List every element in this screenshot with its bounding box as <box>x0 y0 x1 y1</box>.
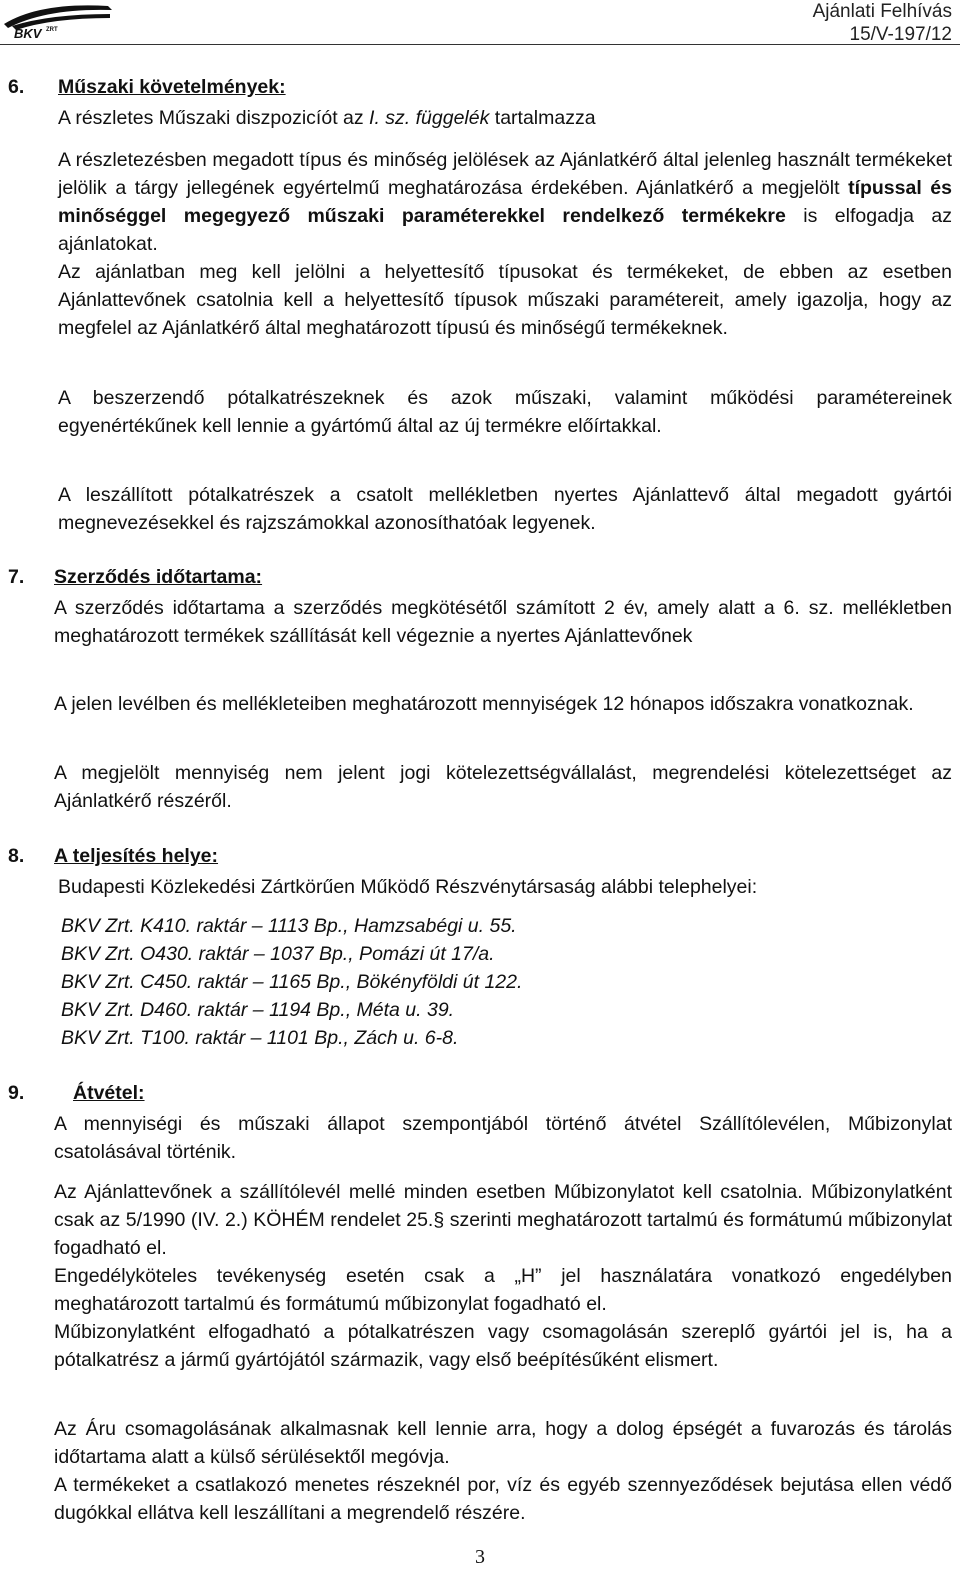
svg-text:BKV: BKV <box>14 26 42 41</box>
page-number: 3 <box>475 1546 485 1568</box>
section-title: Szerződés időtartama: <box>54 566 263 588</box>
section-number: 8. <box>8 845 25 867</box>
address-item: BKV Zrt. O430. raktár – 1037 Bp., Pomázi út 17/a. <box>61 943 495 965</box>
section-title: A teljesítés helye: <box>54 845 219 867</box>
doc-title: Ajánlati Felhívás <box>812 1 952 22</box>
address-item: BKV Zrt. D460. raktár – 1194 Bp., Méta u. 39. <box>61 999 455 1021</box>
paragraph: Az ajánlatban meg kell jelölni a helyettesítő típusokat és termékeket, de ebben az esetben Ajánlattevőnek csatolnia kell a helyettesítő típusok műszaki paramétereit, amely igazolja, hogy az megfelel az Ajánlatkérő által meghatározott típusú és minőségű termékeknek. <box>58 261 952 339</box>
section-title: Műszaki követelmények: <box>58 76 286 98</box>
svg-text:ZRT: ZRT <box>46 27 58 33</box>
doc-id: 15/V-197/12 <box>849 24 952 45</box>
header-divider <box>0 44 960 45</box>
paragraph: A szerződés időtartama a szerződés megkötésétől számított 2 év, amely alatt a 6. sz. mellékletben meghatározott termékek szállítását kell végeznie a nyertes Ajánlattevőnek <box>54 597 952 647</box>
paragraph: A megjelölt mennyiség nem jelent jogi kötelezettségvállalást, megrendelési kötelezettséget az Ajánlatkérő részéről. <box>54 762 952 812</box>
address-item: BKV Zrt. T100. raktár – 1101 Bp., Zách u. 6-8. <box>61 1027 459 1049</box>
address-item: BKV Zrt. K410. raktár – 1113 Bp., Hamzsabégi u. 55. <box>61 915 517 937</box>
paragraph: Az Áru csomagolásának alkalmasnak kell lennie arra, hogy a dolog épségét a fuvarozás és tárolás időtartama alatt a külső sérülésektől megóvja. <box>54 1418 952 1468</box>
paragraph: Az Ajánlattevőnek a szállítólevél mellé minden esetben Műbizonylatot kell csatolnia. Műbizonylatként csak az 5/1990 (IV. 2.) KÖHÉM rendelet 25.§ szerinti meghatározott tartalmú és formátumú műbizonylat fogadható el. <box>54 1181 952 1259</box>
document-header <box>813 0 952 46</box>
paragraph: A mennyiségi és műszaki állapot szempontjából történő átvétel Szállítólevélen, Műbizonylat csatolásával történik. <box>54 1113 952 1163</box>
paragraph: A leszállított pótalkatrészek a csatolt mellékletben nyertes Ajánlattevő által megadott gyártói megnevezésekkel és rajzszámokkal azonosíthatóak legyenek. <box>58 484 952 534</box>
paragraph: Műbizonylatként elfogadható a pótalkatrészen vagy csomagolásán szereplő gyártói jel is, ha a pótalkatrész a jármű gyártójától származik, vagy első beépítésűként elismert. <box>54 1321 952 1371</box>
paragraph: A részletezésben megadott típus és minőség jelölések az Ajánlatkérő által jelenleg használt termékeket jelölik a tárgy jellegének egyértelmű meghatározása érdekében. Ajánlatkérő a megjelölt típussal és minőséggel megegyező műszaki paraméterekkel rendelkező termékekre is elfogadja az ajánlatokat. <box>58 149 953 255</box>
address-item: BKV Zrt. C450. raktár – 1165 Bp., Bökényföldi út 122. <box>61 971 523 993</box>
paragraph: A termékeket a csatlakozó menetes részeknél por, víz és egyéb szennyeződések bejutása ellen védő dugókkal ellátva kell leszállítani a megrendelő részére. <box>54 1474 952 1524</box>
section-title: Átvétel: <box>73 1082 145 1104</box>
section-number: 7. <box>8 566 25 588</box>
section-number: 9. <box>8 1082 25 1104</box>
paragraph: A beszerzendő pótalkatrészeknek és azok műszaki, valamint működési paramétereinek egyenértékűnek kell lennie a gyártómű által az új termékre előírtakkal. <box>58 387 952 437</box>
paragraph: Budapesti Közlekedési Zártkörűen Működő Részvénytársaság alábbi telephelyei: <box>58 876 758 898</box>
paragraph: A jelen levélben és mellékleteiben meghatározott mennyiségek 12 hónapos időszakra vonatkoznak. <box>54 693 914 715</box>
bkv-logo <box>0 0 118 42</box>
paragraph: A részletes Műszaki diszpozicíót az I. sz. függelék tartalmazza <box>58 107 596 129</box>
section-number: 6. <box>8 76 25 98</box>
paragraph: Engedélyköteles tevékenység esetén csak a „H” jel használatára vonatkozó engedélyben meghatározott tartalmú és formátumú műbizonylat fogadható el. <box>54 1265 952 1315</box>
